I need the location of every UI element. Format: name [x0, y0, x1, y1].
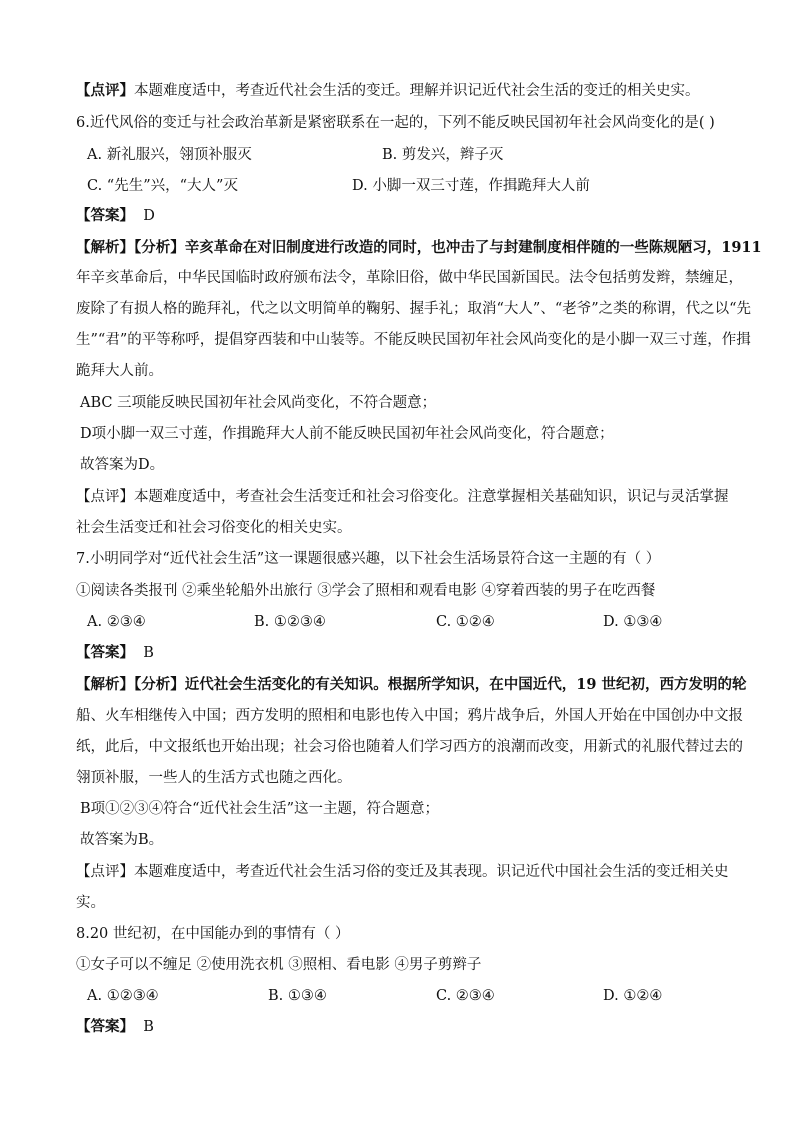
q6-analysis-line: 跪拜大人前。: [76, 363, 163, 379]
q7-option-a: A. ②③④: [87, 614, 146, 630]
q6-comment-line: 【点评】本题难度适中，考查社会生活变迁和社会习俗变化。注意掌握相关基础知识，识记与灵活掌握: [76, 489, 729, 505]
answer-value: D: [143, 208, 155, 224]
q6-d-line: D项小脚一双三寸莲，作揖跪拜大人前不能反映民国初年社会风尚变化，符合题意；: [80, 426, 614, 442]
q8-option-a: A. ①②③④: [87, 988, 159, 1004]
answer-label: 【答案】: [76, 644, 134, 661]
q7-analysis-line: 纸，此后，中文报纸也开始出现；社会习俗也随着人们学习西方的浪潮而改变，用新式的礼服代替过去的: [76, 739, 743, 755]
q7-analysis-line: 翎顶补服，一些人的生活方式也随之西化。: [76, 770, 352, 786]
answer-value: B: [143, 645, 154, 661]
q8-answer: [76, 1017, 154, 1037]
answer-label: 【答案】: [76, 207, 134, 224]
q7-comment-line: 实。: [76, 895, 105, 911]
q6-option-d: D. 小脚一双三寸莲，作揖跪拜大人前: [352, 178, 590, 194]
q8-option-b: B. ①③④: [268, 988, 327, 1004]
q5-comment: [76, 81, 700, 101]
answer-label: 【答案】: [76, 1018, 134, 1035]
q7-conclusion: 故答案为B。: [80, 832, 164, 848]
q6-conclusion: 故答案为D。: [80, 457, 165, 473]
answer-value: B: [143, 1019, 154, 1035]
comment-text: 本题难度适中，考查近代社会生活的变迁。理解并识记近代社会生活的变迁的相关史实。: [134, 83, 700, 99]
q7-option-b: B. ①②③④: [254, 614, 326, 630]
q7-option-d: D. ①③④: [603, 614, 663, 630]
q8-option-d: D. ①②④: [603, 988, 663, 1004]
q6-abc-line: ABC 三项能反映民国初年社会风尚变化，不符合题意；: [80, 395, 437, 411]
q6-analysis-line: 年辛亥革命后，中华民国临时政府颁布法令，革除旧俗，做中华民国新国民。法令包括剪发辫，禁缠足，: [76, 270, 743, 286]
q8-items: ①女子可以不缠足 ②使用洗衣机 ③照相、看电影 ④男子剪辫子: [76, 957, 482, 973]
comment-tag: 【点评】: [76, 82, 134, 99]
q7-analysis-line: 【解析】【分析】近代社会生活变化的有关知识。根据所学知识，在中国近代，19 世纪初，西方发明的轮: [76, 676, 747, 693]
q8-option-c: C. ②③④: [436, 988, 495, 1004]
q6-option-a: A. 新礼服兴，翎顶补服灭: [87, 147, 252, 163]
q7-option-c: C. ①②④: [436, 614, 495, 630]
q6-answer: [76, 206, 155, 226]
q6-comment-line: 社会生活变迁和社会习俗变化的相关史实。: [76, 520, 352, 536]
q7-comment-line: 【点评】本题难度适中，考查近代社会生活习俗的变迁及其表现。识记近代中国社会生活的变迁相关史: [76, 864, 729, 880]
q7-items: ①阅读各类报刊 ②乘坐轮船外出旅行 ③学会了照相和观看电影 ④穿着西装的男子在吃西餐: [76, 583, 656, 599]
q7-stem: 7.小明同学对“近代社会生活”这一课题很感兴趣，以下社会生活场景符合这一主题的有（ ）: [76, 551, 661, 567]
q6-analysis-line: 生”“君”的平等称呼，提倡穿西装和中山装等。不能反映民国初年社会风尚变化的是小脚一双三寸莲，作揖: [76, 332, 751, 348]
q6-option-b: B. 剪发兴，辫子灭: [382, 147, 504, 163]
q8-stem: 8.20 世纪初，在中国能办到的事情有（ ）: [76, 926, 350, 942]
q7-b-line: B项①②③④符合“近代社会生活”这一主题，符合题意；: [80, 801, 439, 817]
q7-analysis-line: 船、火车相继传入中国；西方发明的照相和电影也传入中国；鸦片战争后，外国人开始在中国创办中文报: [76, 708, 743, 724]
q6-option-c: C. “先生”兴，“大人”灭: [87, 178, 238, 194]
q6-stem: 6.近代风俗的变迁与社会政治革新是紧密联系在一起的，下列不能反映民国初年社会风尚变化的是( ): [76, 115, 715, 131]
q6-analysis-line: 【解析】【分析】辛亥革命在对旧制度进行改造的同时，也冲击了与封建制度相伴随的一些陈规陋习，1911: [76, 239, 762, 256]
q6-analysis-line: 废除了有损人格的跪拜礼，代之以文明简单的鞠躬、握手礼；取消“大人”、“老爷”之类的称谓，代之以“先: [76, 301, 752, 317]
q7-answer: [76, 643, 154, 663]
